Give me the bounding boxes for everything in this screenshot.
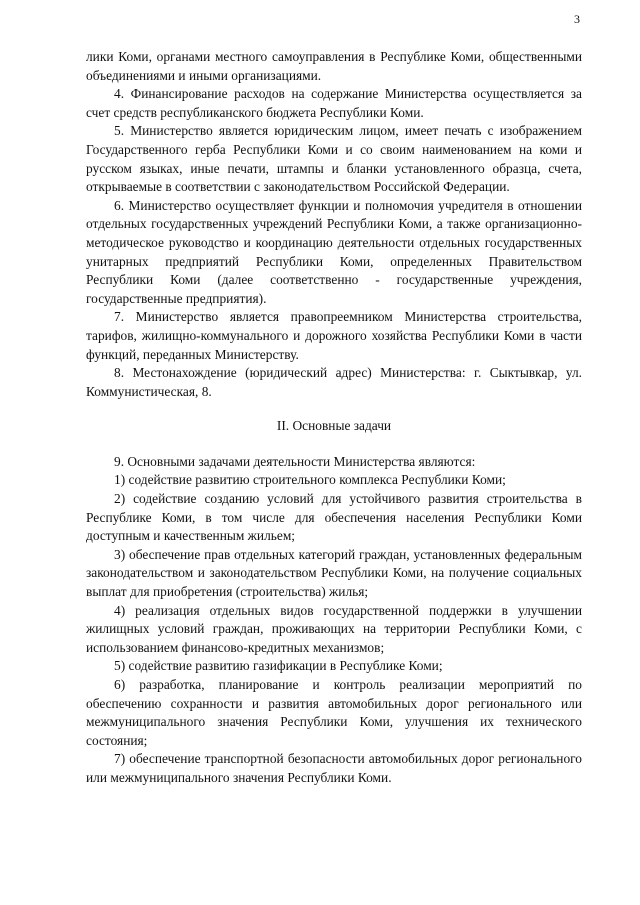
list-item-6: 6) разработка, планирование и контроль реализации мероприятий по обеспечению сохранности и развития автомобильных дорог регионального или межмуниципального значения Республики Коми, улучшения их технического состояния; <box>86 677 582 748</box>
section-heading: II. Основные задачи <box>276 418 392 434</box>
list-item-5: 5) содействие развитию газификации в Республике Коми; <box>114 658 443 674</box>
list-item-4: 4) реализация отдельных видов государственной поддержки в улучшении жилищных условий граждан, проживающих на территории Республики Коми, с использованием финансово-кредитных механизмов; <box>86 602 582 655</box>
paragraph-8: 8. Местонахождение (юридический адрес) Министерства: г. Сыктывкар, ул. Коммунистическая, 8. <box>86 365 582 399</box>
paragraph-4: 4. Финансирование расходов на содержание Министерства осуществляется за счет средств республиканского бюджета Республики Коми. <box>86 86 582 120</box>
paragraph-6: 6. Министерство осуществляет функции и полномочия учредителя в отношении отдельных государственных учреждений Республики Коми, а также организационно-методическое руководство и координацию деятельности отдельных государственных унитарных предприятий Республики Коми, определенных Правительством Республики Коми (далее соответственно - государственные учреждения, государственные предприятия). <box>86 197 582 306</box>
paragraph-5: 5. Министерство является юридическим лицом, имеет печать с изображением Государственного герба Республики Коми и со своим наименованием на коми и русском языках, иные печати, штампы и бланки установленного образца, счета, открываемые в соответствии с законодательством Российской Федерации. <box>86 123 582 195</box>
paragraph-7: 7. Министерство является правопреемником Министерства строительства, тарифов, жилищно-коммунального и дорожного хозяйства Республики Коми в части функций, переданных Министерству. <box>86 309 582 362</box>
list-item-7: 7) обеспечение транспортной безопасности автомобильных дорог регионального или межмуниципального значения Республики Коми. <box>86 751 582 785</box>
page-number: 3 <box>574 12 580 26</box>
list-item-1: 1) содействие развитию строительного комплекса Республики Коми; <box>114 472 506 488</box>
paragraph-9: 9. Основными задачами деятельности Министерства являются: <box>114 453 476 469</box>
list-item-3: 3) обеспечение прав отдельных категорий граждан, установленных федеральным законодательством и законодательством Республики Коми, на получение социальных выплат для приобретения (строительства) жилья; <box>86 546 582 600</box>
list-item-2: 2) содействие созданию условий для устойчивого развития строительства в Республике Коми, в том числе для обеспечения населения Республики Коми доступным и качественным жильем; <box>86 491 582 544</box>
paragraph-continuation: лики Коми, органами местного самоуправления в Республике Коми, общественными объединениями и иными организациями. <box>86 49 582 83</box>
